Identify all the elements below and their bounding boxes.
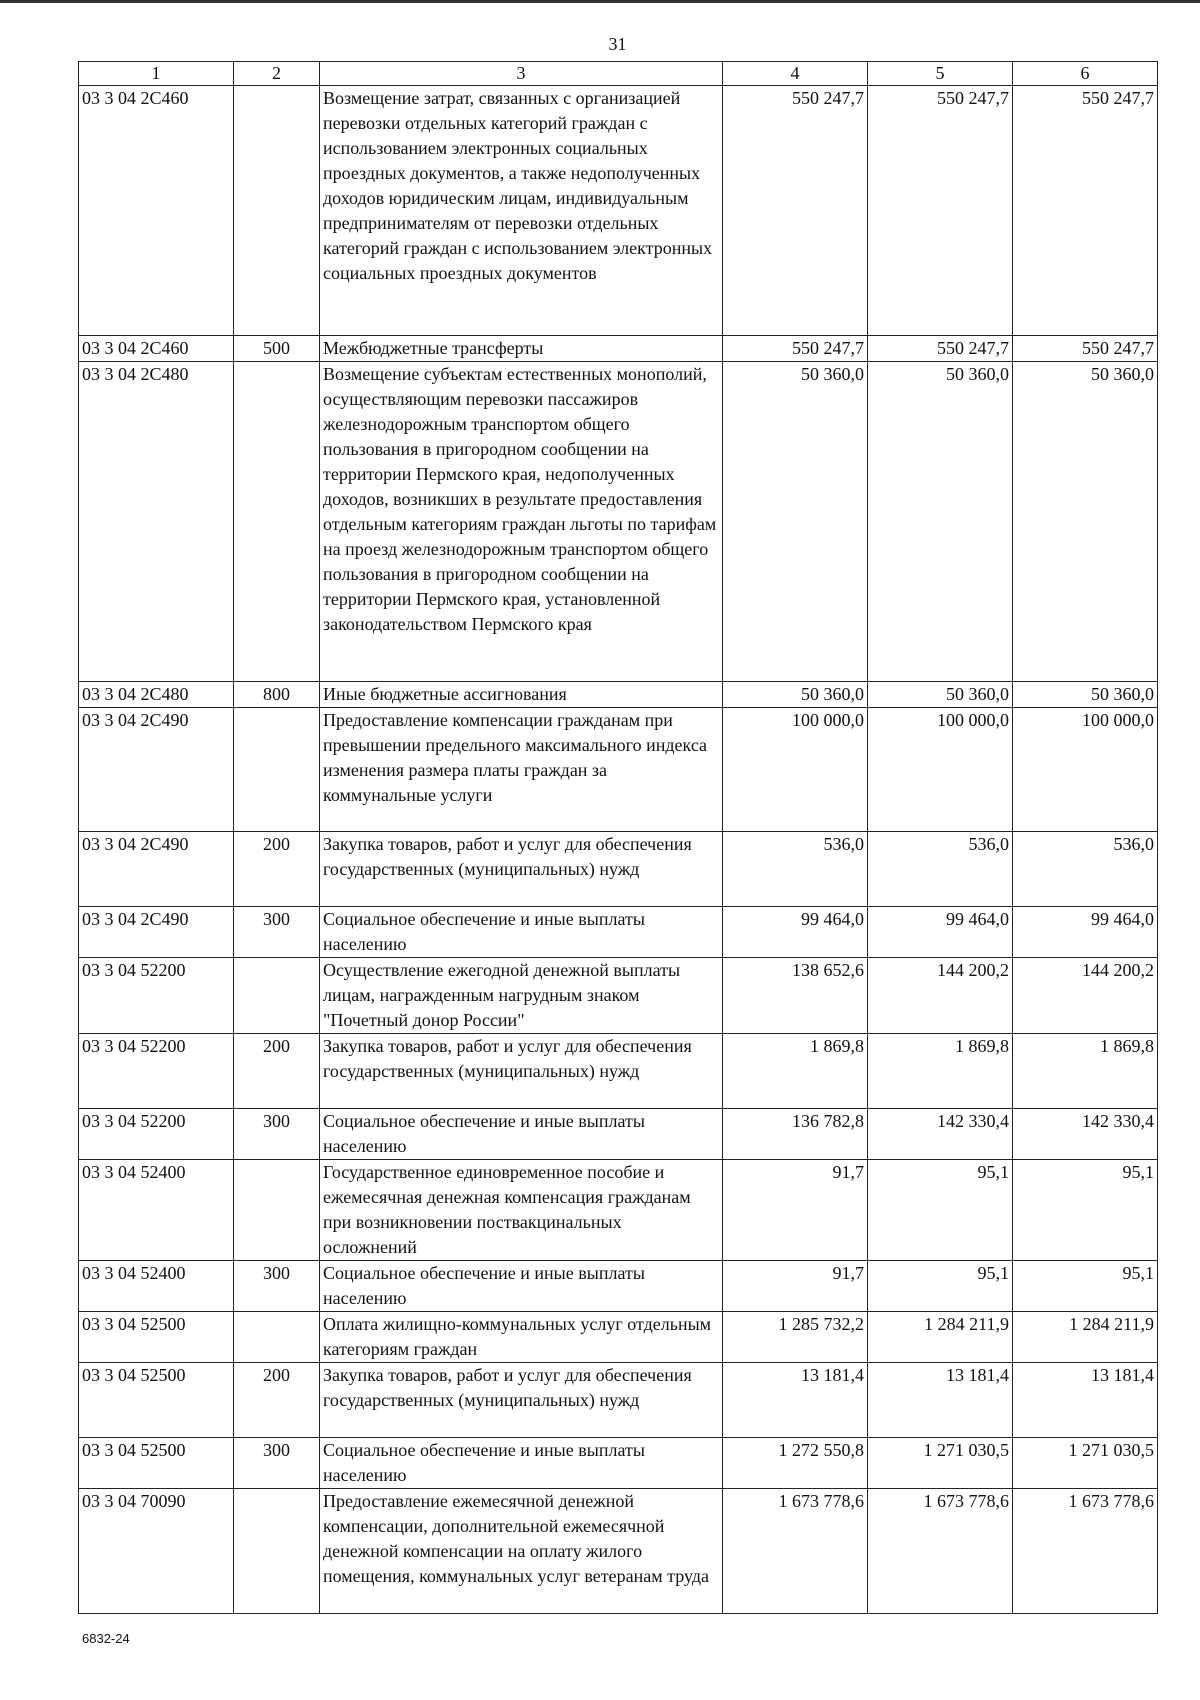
- target-code-cell: 03 3 04 52200: [79, 1034, 234, 1109]
- amount-year3-cell: 550 247,7: [1013, 336, 1158, 362]
- amount-year2-cell: 1 673 778,6: [868, 1489, 1013, 1614]
- column-header: 1: [79, 62, 234, 86]
- table-row: [79, 1160, 1158, 1261]
- amount-year2-cell: 144 200,2: [868, 958, 1013, 1034]
- target-code-cell: 03 3 04 2С480: [79, 362, 234, 682]
- target-code-cell: 03 3 04 2С490: [79, 907, 234, 958]
- table-row: [79, 1489, 1158, 1614]
- name-cell: Предоставление компенсации гражданам при превышении предельного максимального индекса изменения размера платы граждан за коммунальные услуги: [320, 708, 723, 832]
- table-row: [79, 832, 1158, 907]
- expense-type-cell: [234, 1489, 320, 1614]
- amount-year3-cell: 1 284 211,9: [1013, 1312, 1158, 1363]
- amount-year1-cell: 1 285 732,2: [723, 1312, 868, 1363]
- table-row: [79, 362, 1158, 682]
- name-cell: Предоставление ежемесячной денежной компенсации, дополнительной ежемесячной денежной компенсации на оплату жилого помещения, коммунальных услуг ветеранам труда: [320, 1489, 723, 1614]
- amount-year1-cell: 50 360,0: [723, 362, 868, 682]
- target-code-cell: 03 3 04 52200: [79, 1109, 234, 1160]
- name-cell: Социальное обеспечение и иные выплаты населению: [320, 1438, 723, 1489]
- target-code-cell: 03 3 04 2С480: [79, 682, 234, 708]
- amount-year2-cell: 50 360,0: [868, 682, 1013, 708]
- amount-year3-cell: 50 360,0: [1013, 682, 1158, 708]
- expense-type-cell: 200: [234, 1363, 320, 1438]
- column-header: 2: [234, 62, 320, 86]
- table-row: [79, 1312, 1158, 1363]
- name-cell: Закупка товаров, работ и услуг для обеспечения государственных (муниципальных) нужд: [320, 832, 723, 907]
- amount-year2-cell: 50 360,0: [868, 362, 1013, 682]
- amount-year2-cell: 550 247,7: [868, 86, 1013, 336]
- amount-year2-cell: 100 000,0: [868, 708, 1013, 832]
- amount-year2-cell: 550 247,7: [868, 336, 1013, 362]
- amount-year2-cell: 142 330,4: [868, 1109, 1013, 1160]
- expense-type-cell: [234, 958, 320, 1034]
- target-code-cell: 03 3 04 52500: [79, 1363, 234, 1438]
- expense-type-cell: 800: [234, 682, 320, 708]
- expense-type-cell: 200: [234, 832, 320, 907]
- target-code-cell: 03 3 04 52400: [79, 1160, 234, 1261]
- expense-type-cell: [234, 708, 320, 832]
- expense-type-cell: 300: [234, 1438, 320, 1489]
- name-cell: Межбюджетные трансферты: [320, 336, 723, 362]
- amount-year3-cell: 142 330,4: [1013, 1109, 1158, 1160]
- expense-type-cell: [234, 86, 320, 336]
- amount-year3-cell: 1 869,8: [1013, 1034, 1158, 1109]
- table-row: [79, 682, 1158, 708]
- expense-type-cell: 500: [234, 336, 320, 362]
- expense-type-cell: 300: [234, 907, 320, 958]
- scan-top-edge: [0, 0, 1200, 3]
- column-header: 6: [1013, 62, 1158, 86]
- amount-year1-cell: 536,0: [723, 832, 868, 907]
- budget-table: [78, 61, 1158, 1614]
- page-number: 31: [608, 34, 627, 54]
- target-code-cell: 03 3 04 2С490: [79, 832, 234, 907]
- name-cell: Возмещение затрат, связанных с организацией перевозки отдельных категорий граждан с использованием электронных социальных проездных документов, а также недополученных доходов юридическим лицам, индивидуальным предпринимателям от перевозки отдельных категорий граждан с использованием электронных социальных проездных документов: [320, 86, 723, 336]
- expense-type-cell: [234, 362, 320, 682]
- target-code-cell: 03 3 04 2С460: [79, 86, 234, 336]
- expense-type-cell: 300: [234, 1109, 320, 1160]
- amount-year1-cell: 1 673 778,6: [723, 1489, 868, 1614]
- amount-year3-cell: 50 360,0: [1013, 362, 1158, 682]
- table-row: [79, 1109, 1158, 1160]
- amount-year1-cell: 136 782,8: [723, 1109, 868, 1160]
- amount-year2-cell: 99 464,0: [868, 907, 1013, 958]
- table-header-row: [79, 62, 1158, 86]
- amount-year3-cell: 13 181,4: [1013, 1363, 1158, 1438]
- target-code-cell: 03 3 04 2С460: [79, 336, 234, 362]
- name-cell: Государственное единовременное пособие и ежемесячная денежная компенсация гражданам при возникновении поствакцинальных осложнений: [320, 1160, 723, 1261]
- name-cell: Возмещение субъектам естественных монополий, осуществляющим перевозки пассажиров железнодорожным транспортом общего пользования в пригородном сообщении на территории Пермского края, недополученных доходов, возникших в результате предоставления отдельным категориям граждан льготы по тарифам на проезд железнодорожным транспортом общего пользования в пригородном сообщении на территории Пермского края, установленной законодательством Пермского края: [320, 362, 723, 682]
- amount-year3-cell: 1 673 778,6: [1013, 1489, 1158, 1614]
- name-cell: Социальное обеспечение и иные выплаты населению: [320, 1109, 723, 1160]
- amount-year2-cell: 536,0: [868, 832, 1013, 907]
- target-code-cell: 03 3 04 52400: [79, 1261, 234, 1312]
- amount-year1-cell: 91,7: [723, 1160, 868, 1261]
- table-row: [79, 907, 1158, 958]
- name-cell: Социальное обеспечение и иные выплаты населению: [320, 907, 723, 958]
- target-code-cell: 03 3 04 52500: [79, 1438, 234, 1489]
- amount-year2-cell: 1 284 211,9: [868, 1312, 1013, 1363]
- table-row: [79, 1034, 1158, 1109]
- amount-year3-cell: 536,0: [1013, 832, 1158, 907]
- name-cell: Социальное обеспечение и иные выплаты населению: [320, 1261, 723, 1312]
- amount-year1-cell: 50 360,0: [723, 682, 868, 708]
- name-cell: Закупка товаров, работ и услуг для обеспечения государственных (муниципальных) нужд: [320, 1363, 723, 1438]
- amount-year3-cell: 99 464,0: [1013, 907, 1158, 958]
- amount-year1-cell: 13 181,4: [723, 1363, 868, 1438]
- amount-year1-cell: 550 247,7: [723, 86, 868, 336]
- amount-year3-cell: 100 000,0: [1013, 708, 1158, 832]
- amount-year3-cell: 95,1: [1013, 1261, 1158, 1312]
- amount-year3-cell: 1 271 030,5: [1013, 1438, 1158, 1489]
- amount-year1-cell: 1 869,8: [723, 1034, 868, 1109]
- table-row: [79, 86, 1158, 336]
- amount-year2-cell: 95,1: [868, 1160, 1013, 1261]
- amount-year1-cell: 100 000,0: [723, 708, 868, 832]
- table-row: [79, 1363, 1158, 1438]
- name-cell: Закупка товаров, работ и услуг для обеспечения государственных (муниципальных) нужд: [320, 1034, 723, 1109]
- name-cell: Оплата жилищно-коммунальных услуг отдельным категориям граждан: [320, 1312, 723, 1363]
- target-code-cell: 03 3 04 2С490: [79, 708, 234, 832]
- amount-year1-cell: 99 464,0: [723, 907, 868, 958]
- target-code-cell: 03 3 04 70090: [79, 1489, 234, 1614]
- table-row: [79, 1438, 1158, 1489]
- amount-year1-cell: 138 652,6: [723, 958, 868, 1034]
- target-code-cell: 03 3 04 52200: [79, 958, 234, 1034]
- name-cell: Иные бюджетные ассигнования: [320, 682, 723, 708]
- amount-year1-cell: 91,7: [723, 1261, 868, 1312]
- amount-year1-cell: 550 247,7: [723, 336, 868, 362]
- column-header: 3: [320, 62, 723, 86]
- expense-type-cell: 300: [234, 1261, 320, 1312]
- table-row: [79, 958, 1158, 1034]
- table-row: [79, 708, 1158, 832]
- expense-type-cell: 200: [234, 1034, 320, 1109]
- table-row: [79, 336, 1158, 362]
- target-code-cell: 03 3 04 52500: [79, 1312, 234, 1363]
- column-header: 4: [723, 62, 868, 86]
- amount-year2-cell: 13 181,4: [868, 1363, 1013, 1438]
- table-row: [79, 1261, 1158, 1312]
- amount-year3-cell: 144 200,2: [1013, 958, 1158, 1034]
- expense-type-cell: [234, 1312, 320, 1363]
- amount-year2-cell: 1 271 030,5: [868, 1438, 1013, 1489]
- document-code: 6832-24: [82, 1631, 130, 1646]
- amount-year2-cell: 1 869,8: [868, 1034, 1013, 1109]
- expense-type-cell: [234, 1160, 320, 1261]
- column-header: 5: [868, 62, 1013, 86]
- amount-year3-cell: 550 247,7: [1013, 86, 1158, 336]
- name-cell: Осуществление ежегодной денежной выплаты лицам, награжденным нагрудным знаком "Почетный донор России": [320, 958, 723, 1034]
- amount-year2-cell: 95,1: [868, 1261, 1013, 1312]
- amount-year3-cell: 95,1: [1013, 1160, 1158, 1261]
- amount-year1-cell: 1 272 550,8: [723, 1438, 868, 1489]
